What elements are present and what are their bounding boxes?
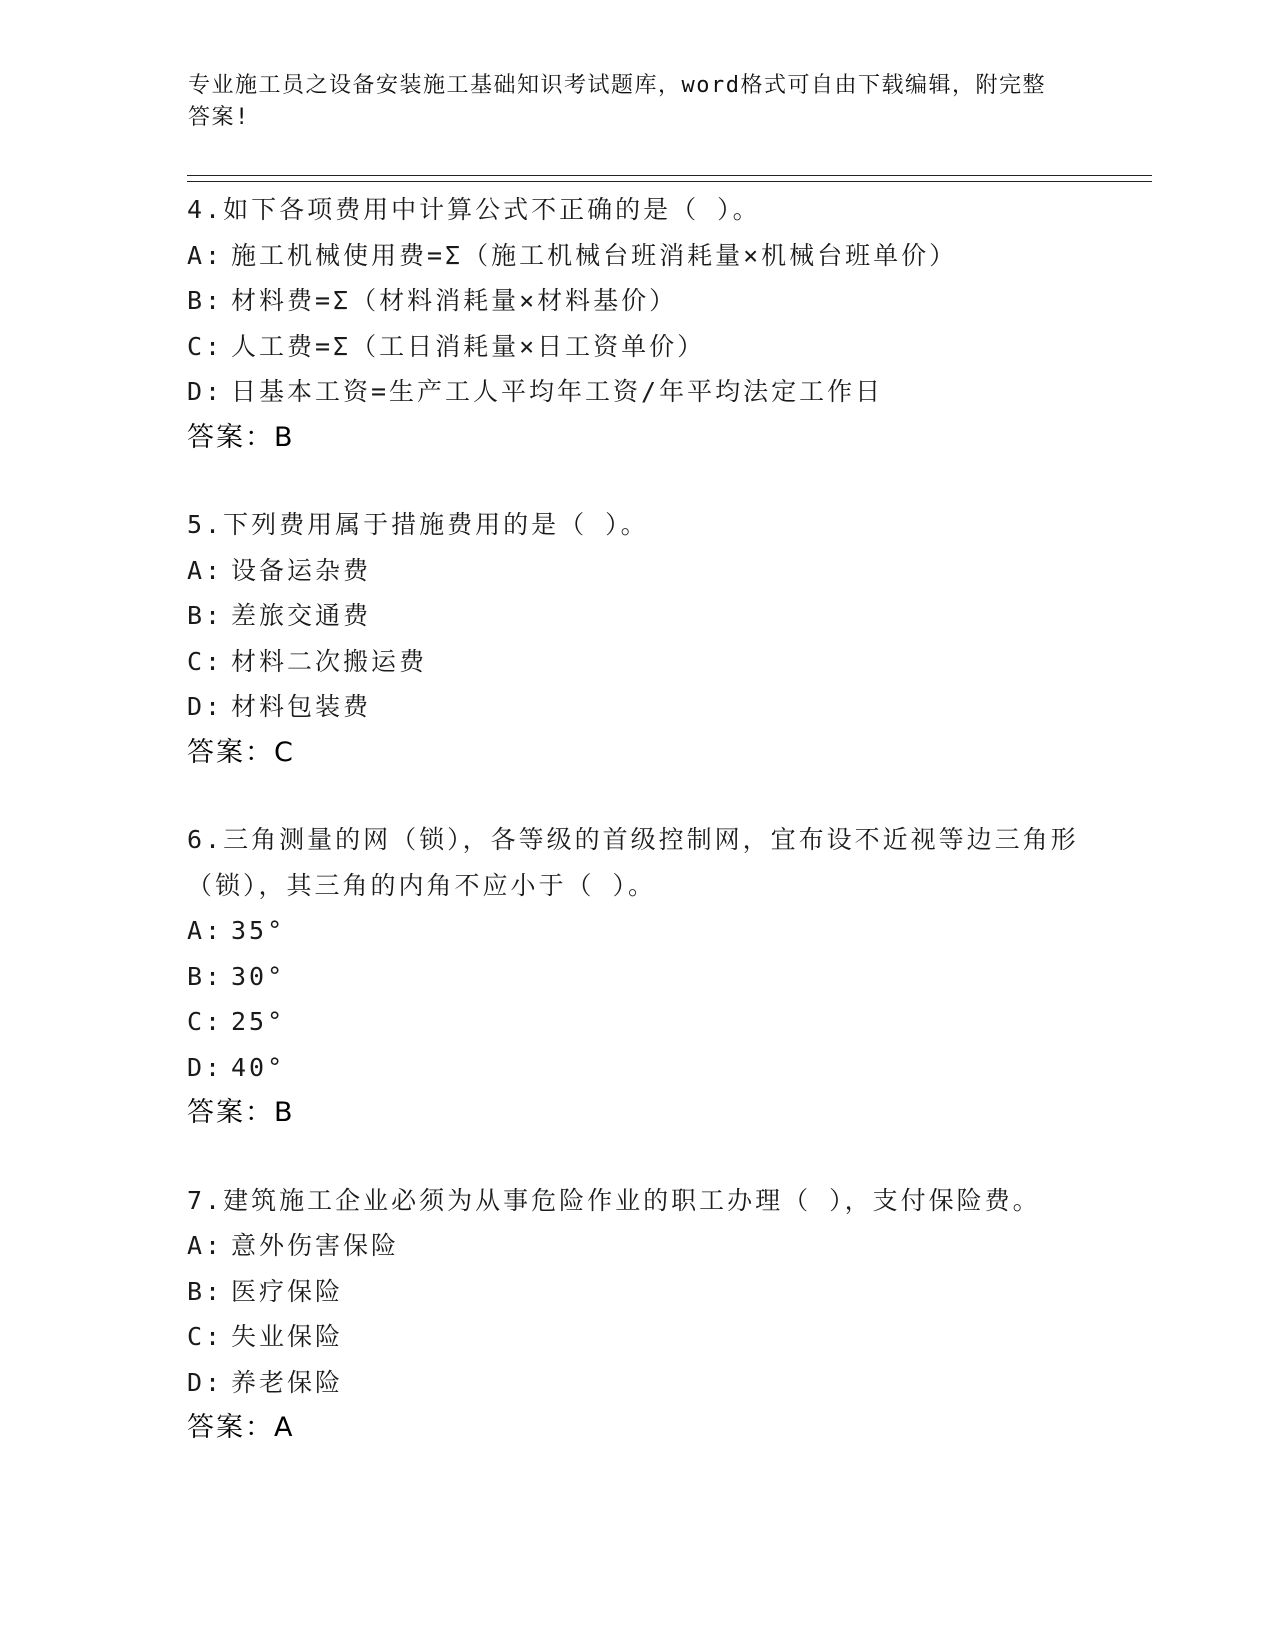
option-key: B: [187, 286, 224, 315]
option-text: 医疗保险 [231, 1276, 344, 1306]
option-b [187, 593, 1087, 639]
document-header: 专业施工员之设备安装施工基础知识考试题库，word格式可自由下载编辑，附完整答案! [188, 73, 1046, 130]
option-text: 25° [231, 1007, 286, 1036]
option-text: 失业保险 [231, 1322, 344, 1351]
question-list [187, 187, 1087, 1493]
option-d [187, 1045, 1087, 1091]
option-key: D: [187, 377, 224, 406]
option-key: C: [187, 1007, 224, 1036]
option-key: A: [187, 555, 224, 585]
answer: 答案：B [187, 1097, 295, 1128]
question-6 [187, 817, 1087, 1136]
option-text: 材料二次搬运费 [231, 646, 428, 676]
answer: 答案：B [187, 421, 295, 453]
option-d [187, 369, 1087, 415]
question-4 [187, 187, 1087, 460]
option-text: 意外伤害保险 [231, 1231, 400, 1260]
option-key: D: [187, 1367, 224, 1397]
option-key: C: [187, 646, 224, 676]
option-a [187, 548, 1087, 594]
option-a [187, 1223, 1087, 1269]
option-text: 施工机械使用费=Σ（施工机械台班消耗量×机械台班单价） [231, 240, 958, 270]
option-key: D: [187, 692, 224, 721]
option-c [187, 999, 1087, 1045]
question-text: 5.下列费用属于措施费用的是（ ）。 [187, 510, 649, 539]
question-text: 7.建筑施工企业必须为从事危险作业的职工办理（ ），支付保险费。 [187, 1185, 1041, 1215]
answer: 答案：A [187, 1412, 295, 1443]
option-text: 日基本工资=生产工人平均年工资/年平均法定工作日 [231, 377, 884, 406]
option-text: 材料费=Σ（材料消耗量×材料基价） [231, 286, 678, 315]
question-7 [187, 1178, 1087, 1451]
option-key: D: [187, 1052, 224, 1082]
answer: 答案：C [187, 736, 295, 768]
option-key: A: [187, 916, 224, 945]
option-a [187, 908, 1087, 954]
option-c [187, 324, 1087, 370]
option-c [187, 639, 1087, 685]
option-text: 30° [231, 961, 286, 991]
option-key: B: [187, 961, 224, 991]
option-text: 40° [231, 1052, 286, 1082]
option-a [187, 233, 1087, 279]
option-d [187, 1360, 1087, 1406]
option-key: B: [187, 601, 224, 630]
option-d [187, 684, 1087, 730]
question-text: 6.三角测量的网（锁），各等级的首级控制网，宜布设不近视等边三角形（锁），其三角的内角不应小于（ ）。 [187, 825, 1079, 900]
option-b [187, 1269, 1087, 1315]
header-rule-top [187, 175, 1152, 176]
header-rule-bottom [187, 181, 1152, 182]
question-5 [187, 502, 1087, 775]
option-text: 设备运杂费 [231, 555, 372, 585]
option-c [187, 1314, 1087, 1360]
option-text: 人工费=Σ（工日消耗量×日工资单价） [231, 331, 706, 361]
option-text: 35° [231, 916, 286, 945]
option-key: C: [187, 1322, 224, 1351]
option-key: C: [187, 331, 224, 361]
option-text: 材料包装费 [231, 692, 372, 721]
option-key: B: [187, 1276, 224, 1306]
option-b [187, 278, 1087, 324]
option-key: A: [187, 1231, 224, 1260]
option-text: 差旅交通费 [231, 601, 372, 630]
question-text: 4.如下各项费用中计算公式不正确的是（ ）。 [187, 195, 761, 224]
option-key: A: [187, 240, 224, 270]
option-text: 养老保险 [231, 1367, 344, 1397]
option-b [187, 954, 1087, 1000]
